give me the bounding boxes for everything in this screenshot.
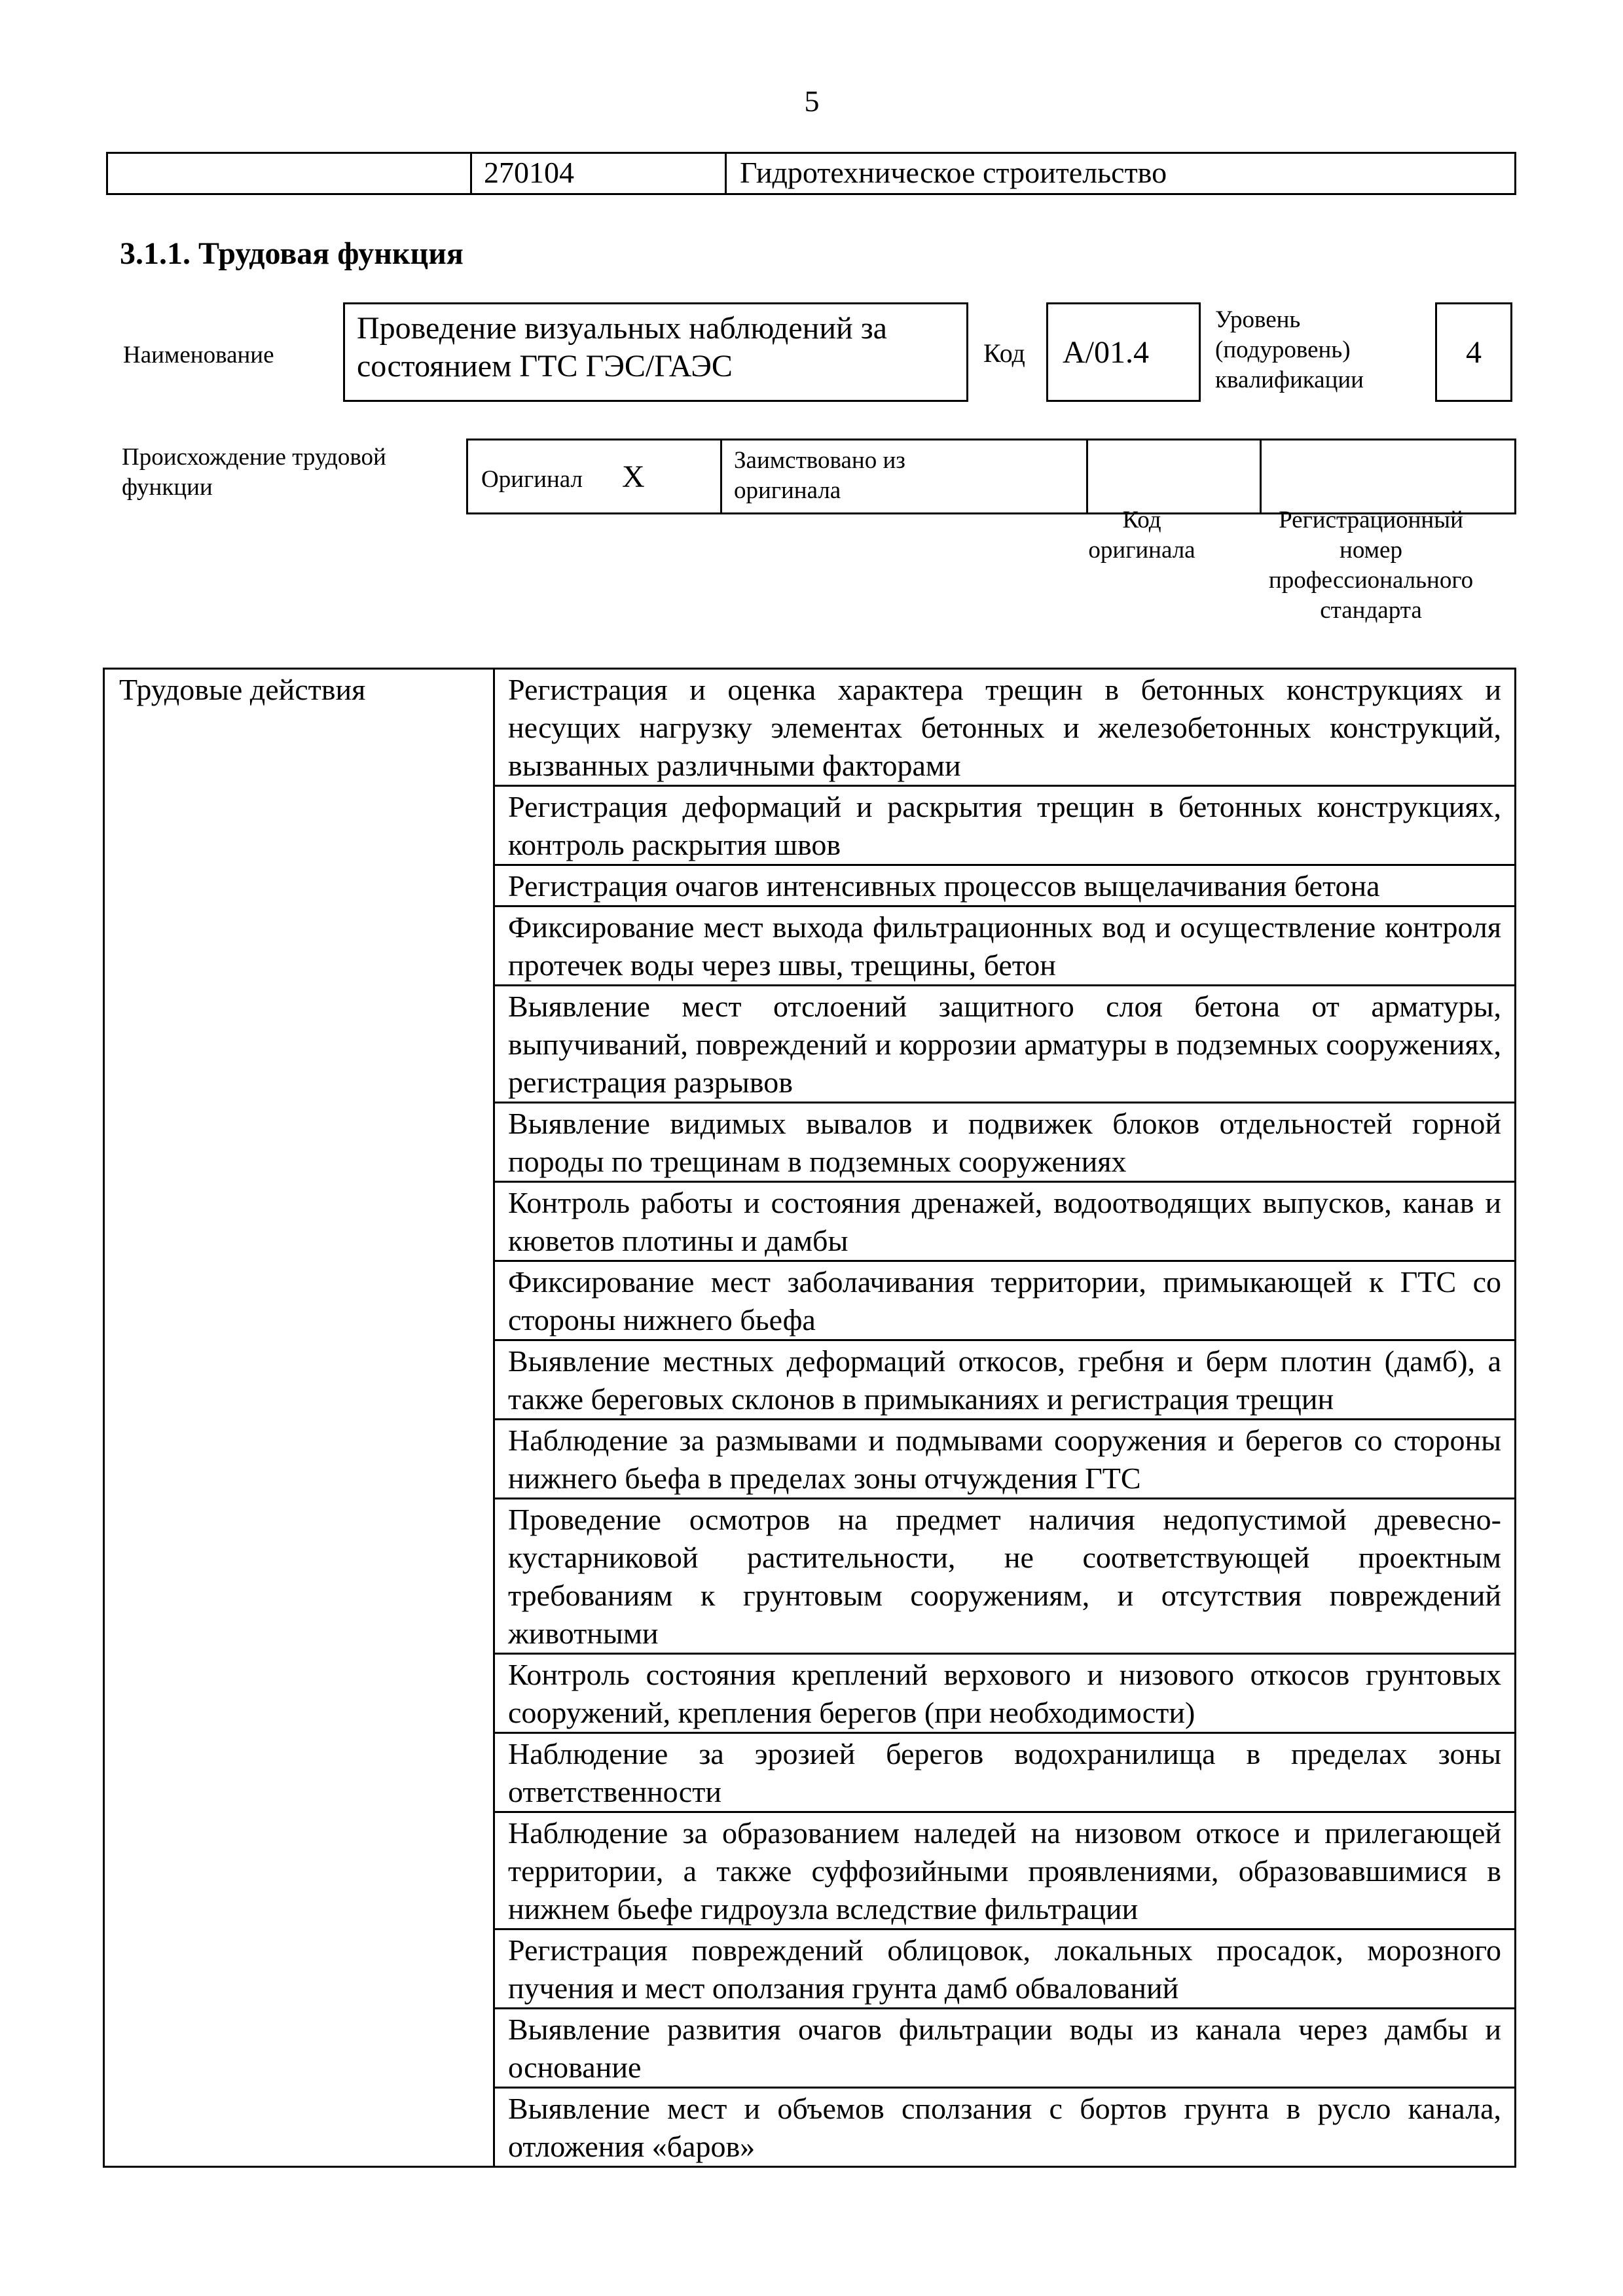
labor-action-item: Регистрация и оценка характера трещин в бетонных конструкциях и несущих нагрузку элементах бетонных и железобетонных конструкций, вызванных различными факторами [494, 669, 1516, 786]
function-code: A/01.4 [1046, 302, 1201, 402]
labor-action-item: Наблюдение за образованием наледей на низовом откосе и прилегающей территории, а также суффозийными проявлениями, образовавшимися в нижнем бьефе гидроузла вследствие фильтрации [494, 1812, 1516, 1929]
labor-action-item: Регистрация деформаций и раскрытия трещин в бетонных конструкциях, контроль раскрытия швов [494, 786, 1516, 865]
labor-action-item: Регистрация повреждений облицовок, локальных просадок, морозного пучения и мест оползания грунта дамб обвалований [494, 1929, 1516, 2009]
labor-action-item: Контроль работы и состояния дренажей, водоотводящих выпусков, канав и кюветов плотины и дамбы [494, 1182, 1516, 1261]
labor-action-item: Наблюдение за эрозией берегов водохранилища в пределах зоны ответственности [494, 1733, 1516, 1812]
okz-code: 270104 [471, 153, 726, 194]
caption-line: стандарта [1320, 597, 1422, 624]
labor-action-item: Регистрация очагов интенсивных процессов выщелачивания бетона [494, 865, 1516, 906]
qualification-level-value: 4 [1435, 302, 1512, 402]
origin-table [466, 439, 1516, 514]
labor-action-item: Выявление развития очагов фильтрации воды из канала через дамбы и основание [494, 2009, 1516, 2088]
original-code-caption [1066, 505, 1218, 565]
original-code-cell [1087, 440, 1261, 514]
origin-original-cell [467, 440, 721, 514]
okz-row [107, 153, 1516, 194]
labor-action-item: Фиксирование мест заболачивания территории, примыкающей к ГТС со стороны нижнего бьефа [494, 1261, 1516, 1340]
okz-table [106, 152, 1516, 195]
page-number: 5 [804, 84, 820, 118]
name-label: Наименование [123, 342, 274, 368]
labor-action-item: Выявление мест и объемов сползания с бортов грунта в русло канала, отложения «баров» [494, 2088, 1516, 2167]
labor-action-item: Фиксирование мест выхода фильтрационных вод и осуществление контроля протечек воды через швы, трещины, бетон [494, 906, 1516, 986]
okz-empty-cell [107, 153, 471, 194]
origin-borrowed-line: оригинала [734, 477, 841, 504]
qualification-level-label [1215, 305, 1364, 395]
registration-number-cell [1261, 440, 1516, 514]
labor-actions-header: Трудовые действия [104, 669, 494, 2167]
labor-action-item: Наблюдение за размывами и подмывами сооружения и берегов со стороны нижнего бьефа в пределах зоны отчуждения ГТС [494, 1420, 1516, 1499]
labor-action-item: Выявление видимых вывалов и подвижек блоков отдельностей горной породы по трещинам в подземных сооружениях [494, 1103, 1516, 1182]
origin-borrowed-cell [721, 440, 1087, 514]
level-label-line: квалификации [1215, 367, 1364, 393]
labor-action-item: Проведение осмотров на предмет наличия недопустимой древесно-кустарниковой растительности, не соответствующей проектным требованиям к грунтовым сооружениям, и отсутствия повреждений животными [494, 1499, 1516, 1654]
labor-actions-table [103, 668, 1516, 2168]
caption-line: профессионального [1268, 567, 1474, 594]
code-label: Код [983, 338, 1025, 368]
origin-label-line: функции [122, 474, 213, 501]
caption-line: оригинала [1088, 537, 1195, 564]
section-heading: 3.1.1. Трудовая функция [120, 236, 464, 271]
registration-number-caption [1247, 505, 1495, 626]
caption-line: номер [1340, 537, 1402, 564]
caption-line: Регистрационный [1279, 507, 1463, 533]
origin-original-mark: X [622, 459, 645, 494]
origin-label-line: Происхождение трудовой [122, 444, 386, 471]
labor-action-item: Выявление мест отслоений защитного слоя бетона от арматуры, выпучиваний, повреждений и коррозии арматуры в подземных сооружениях, регистрация разрывов [494, 986, 1516, 1103]
origin-label [122, 442, 386, 503]
labor-action-item: Выявление местных деформаций откосов, гребня и берм плотин (дамб), а также береговых склонов в примыканиях и регистрация трещин [494, 1340, 1516, 1420]
caption-line: Код [1122, 507, 1161, 533]
labor-action-row [104, 669, 1516, 786]
origin-row [467, 440, 1516, 514]
level-label-line: (подуровень) [1215, 336, 1351, 363]
labor-action-item: Контроль состояния креплений верхового и низового откосов грунтовых сооружений, крепления берегов (при необходимости) [494, 1654, 1516, 1733]
function-name: Проведение визуальных наблюдений за состоянием ГТС ГЭС/ГАЭС [343, 302, 968, 402]
okz-name: Гидротехническое строительство [726, 153, 1516, 194]
origin-original-label: Оригинал [481, 465, 583, 493]
origin-borrowed-line: Заимствовано из [734, 447, 905, 474]
level-label-line: Уровень [1215, 306, 1301, 333]
